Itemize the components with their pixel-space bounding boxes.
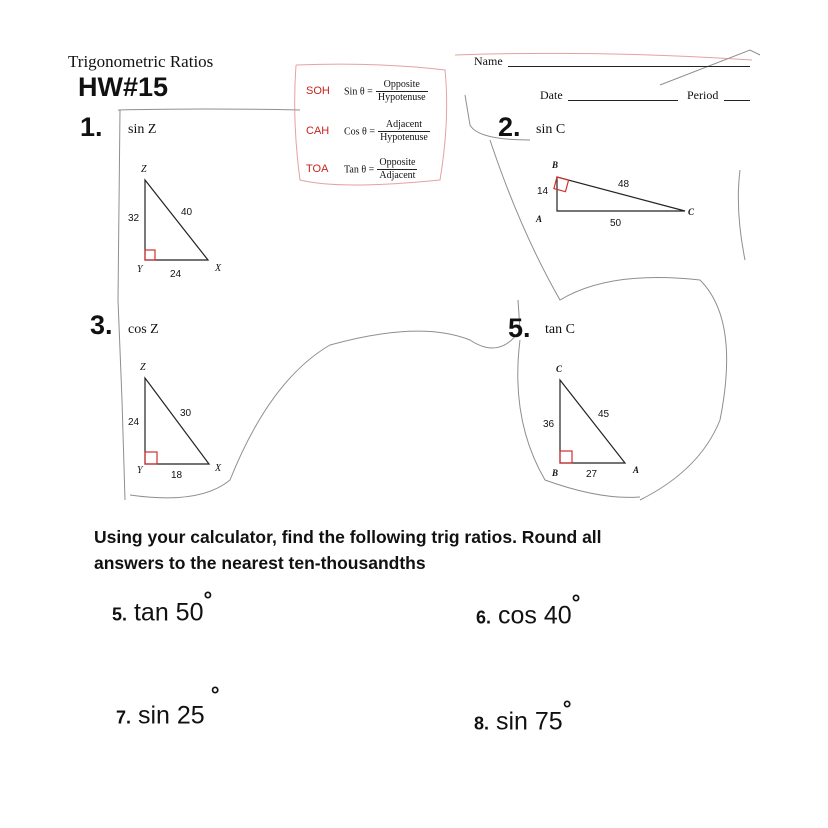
p5-leg-vertical: 36	[543, 419, 555, 430]
problem-5-prompt: tan C	[545, 322, 575, 337]
p3-vertex-corner: Y	[137, 465, 143, 476]
p3-vertex-top: Z	[140, 362, 146, 373]
name-field[interactable]	[508, 66, 750, 67]
soh-row	[306, 79, 428, 104]
calc-item-5	[112, 587, 213, 627]
problem-5-number: 5.	[508, 313, 531, 343]
p3-hypotenuse: 30	[180, 408, 192, 419]
problem-2-triangle	[540, 165, 700, 225]
cah-tag: CAH	[306, 125, 330, 138]
problem-2-number: 2.	[498, 112, 521, 142]
calc-instructions-line1: Using your calculator, find the following trig ratios. Round all	[94, 527, 602, 547]
p3-leg-vertical: 24	[128, 417, 140, 428]
calc-item-8	[474, 696, 572, 736]
problem-2-prompt: sin C	[536, 122, 566, 137]
p5-vertex-top: C	[556, 364, 563, 374]
calc-item-7	[116, 682, 220, 730]
calc-instructions	[94, 524, 602, 576]
toa-tag: TOA	[306, 163, 329, 176]
p2-vertex-top: B	[552, 160, 559, 170]
calc-item-5-degree: °	[203, 587, 213, 612]
calc-item-7-degree: °	[210, 682, 220, 707]
problem-1-number: 1.	[80, 112, 103, 142]
calc-item-6	[476, 590, 581, 630]
date-field[interactable]	[568, 100, 678, 101]
p3-leg-horizontal: 18	[171, 470, 183, 481]
period-label: Period	[687, 88, 719, 102]
cah-numerator: Adjacent	[378, 119, 430, 132]
calc-item-7-expr: sin 25	[137, 701, 205, 730]
subject-title: Trigonometric Ratios	[68, 52, 214, 71]
calc-item-5-number: 5.	[112, 604, 128, 625]
calc-instructions-line2: answers to the nearest ten-thousandths	[94, 553, 426, 573]
name-label: Name	[474, 54, 503, 68]
p2-vertex-right: C	[688, 207, 695, 217]
calc-item-8-expr: sin 75	[495, 707, 563, 736]
homework-title: HW#15	[78, 72, 169, 102]
calc-item-6-degree: °	[571, 590, 581, 615]
p1-leg-horizontal: 24	[170, 269, 182, 280]
soh-func: Sin θ =	[344, 86, 373, 98]
calc-item-6-expr: cos 40	[497, 601, 572, 630]
soh-tag: SOH	[306, 85, 330, 98]
calc-item-5-expr: tan 50	[133, 598, 204, 627]
p5-hypotenuse: 45	[598, 409, 610, 420]
p5-vertex-right: A	[633, 465, 640, 475]
p5-leg-horizontal: 27	[586, 469, 598, 480]
p1-vertex-top: Z	[141, 164, 147, 175]
problem-3-prompt: cos Z	[128, 322, 159, 337]
soh-denominator: Hypotenuse	[377, 92, 426, 103]
cah-denominator: Hypotenuse	[380, 132, 428, 143]
p2-leg-horizontal: 50	[610, 218, 622, 229]
problem-1-prompt: sin Z	[128, 122, 157, 137]
calc-item-6-number: 6.	[476, 607, 492, 628]
toa-numerator: Opposite	[379, 157, 416, 168]
period-field[interactable]	[724, 100, 750, 101]
p3-vertex-right: X	[215, 463, 222, 474]
p1-hypotenuse: 40	[181, 207, 193, 218]
p2-hypotenuse: 48	[618, 179, 630, 190]
soh-fraction	[376, 79, 428, 104]
cah-fraction	[378, 119, 430, 144]
date-label: Date	[540, 88, 563, 102]
toa-row	[306, 157, 417, 182]
p1-leg-vertical: 32	[128, 213, 140, 224]
toa-func: Tan θ =	[344, 164, 375, 176]
calc-item-8-degree: °	[562, 696, 572, 721]
toa-denominator: Adjacent	[379, 170, 416, 181]
toa-fraction	[377, 157, 417, 182]
cah-func: Cos θ =	[344, 126, 375, 138]
p1-vertex-right: X	[215, 263, 222, 274]
soh-numerator: Opposite	[376, 79, 428, 92]
p2-vertex-left: A	[536, 214, 543, 224]
p1-vertex-corner: Y	[137, 264, 143, 275]
problem-3-number: 3.	[90, 310, 113, 340]
p5-vertex-corner: B	[552, 468, 559, 478]
calc-item-8-number: 8.	[474, 713, 490, 734]
p2-leg-vertical: 14	[537, 186, 549, 197]
cah-row	[306, 119, 430, 144]
calc-item-7-number: 7.	[116, 707, 132, 728]
problem-5-triangle	[540, 365, 650, 475]
